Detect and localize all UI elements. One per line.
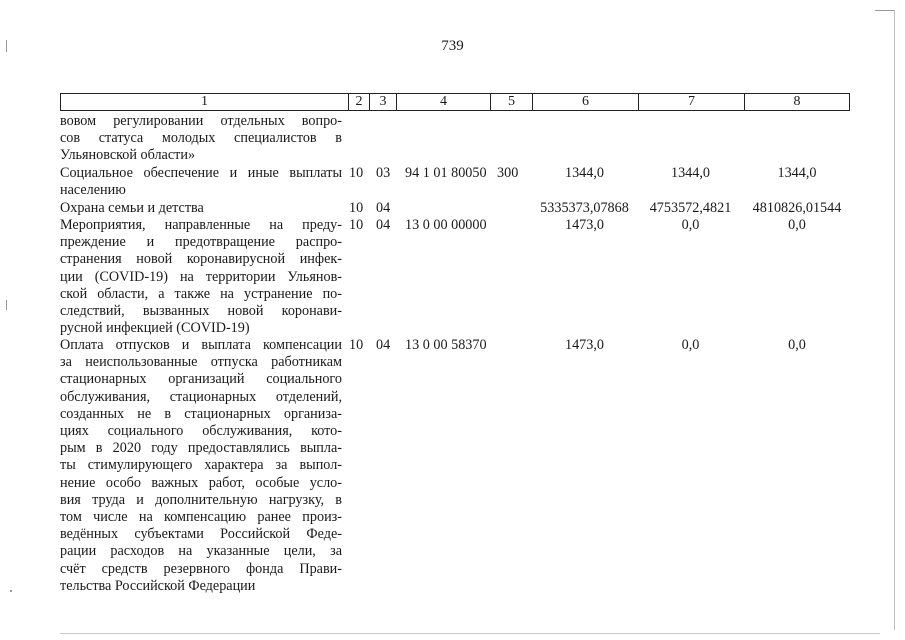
header-col-4: 4 (397, 94, 491, 110)
row-amount-col6: 1344,0 (564, 165, 604, 181)
row-name (60, 337, 342, 595)
row-amount-col8: 4810826,01544 (752, 200, 842, 216)
row-section: 10 (349, 165, 364, 181)
scan-artifact (6, 40, 7, 52)
row-name-line: циях социального обслуживания, кото- (60, 423, 342, 440)
row-name-line: Социальное обеспечение и иные выплаты (60, 165, 342, 181)
row-subsection: 04 (376, 337, 391, 353)
row-target-code: 13 0 00 00000 (405, 217, 487, 233)
row-name-line: Охрана семьи и детства (60, 200, 204, 216)
row-name (60, 217, 342, 337)
row-name-line: счёт средств резервного фонда Прави- (60, 560, 342, 577)
table-header (60, 93, 850, 111)
row-name-line: Мероприятия, направленные на преду- (60, 217, 342, 233)
scan-artifact (10, 590, 12, 592)
header-col-5: 5 (491, 94, 533, 110)
header-col-6: 6 (533, 94, 639, 110)
row-target-code: 13 0 00 58370 (405, 337, 487, 353)
row-subsection: 04 (376, 200, 391, 216)
row-name-line: том числе на компенсацию ранее произ- (60, 509, 342, 526)
row-name-line: рым в 2020 году предоставлялись выпла- (60, 440, 342, 457)
row-name-line: Ульяновской области» (60, 147, 196, 164)
row-amount-col6: 5335373,07868 (540, 200, 629, 216)
scan-artifact (60, 633, 880, 634)
row-name (60, 113, 342, 165)
row-name-line: русной инфекцией (COVID-19) (60, 320, 250, 337)
row-name-line: стационарных организаций социального (60, 371, 342, 388)
row-expense-type: 300 (497, 165, 519, 181)
row-section: 10 (349, 337, 364, 353)
header-col-1: 1 (61, 94, 349, 110)
row-name-line: вовом регулировании отдельных вопро- (60, 113, 342, 129)
row-subsection: 04 (376, 217, 391, 233)
row-name-line: за неиспользованные отпуска работникам (60, 354, 342, 371)
row-name-line: нение особо важных работ, особые усло- (60, 474, 342, 491)
row-name-line: обслуживания, стационарных отделений, (60, 388, 342, 405)
row-subsection: 03 (376, 165, 391, 181)
row-name-line: рации расходов на указанные цели, за (60, 543, 342, 560)
row-amount-col7: 0,0 (681, 337, 700, 353)
row-name-line: ведённых субъектами Российской Феде- (60, 526, 342, 543)
row-name-line: ской области, а также на устранение по- (60, 285, 342, 302)
row-name-line: ты стимулирующего характера за выпол- (60, 457, 342, 474)
row-name-line: населению (60, 182, 126, 199)
row-amount-col7: 1344,0 (670, 165, 710, 181)
header-col-7: 7 (639, 94, 745, 110)
row-name-line: тельства Российской Федерации (60, 577, 256, 594)
row-name-line: Оплата отпусков и выплата компенсации (60, 337, 342, 353)
row-name-line: ции (COVID-19) на территории Ульянов- (60, 268, 342, 285)
row-section: 10 (349, 217, 364, 233)
row-amount-col7: 0,0 (681, 217, 700, 233)
row-name (60, 165, 342, 199)
row-amount-col6: 1473,0 (564, 217, 604, 233)
row-section: 10 (349, 200, 364, 216)
row-name-line: преждение и предотвращение распро- (60, 234, 342, 251)
row-amount-col7: 4753572,4821 (649, 200, 732, 216)
row-amount-col8: 0,0 (788, 217, 806, 233)
row-target-code: 94 1 01 80050 (405, 165, 487, 181)
row-amount-col8: 1344,0 (777, 165, 817, 181)
row-name-line: странения новой коронавирусной инфек- (60, 251, 342, 268)
row-name-line: сов статуса молодых специалистов в (60, 130, 342, 147)
header-col-3: 3 (370, 94, 397, 110)
row-name (60, 200, 342, 217)
row-name-line: следствий, вызванных новой коронави- (60, 303, 342, 320)
row-amount-col8: 0,0 (788, 337, 806, 353)
page-number: 739 (441, 38, 464, 54)
row-name-line: вия труда и дополнительную нагрузку, в (60, 491, 342, 508)
header-col-2: 2 (349, 94, 370, 110)
scan-artifact (875, 10, 895, 11)
row-amount-col6: 1473,0 (564, 337, 604, 353)
scan-artifact (6, 300, 7, 310)
scan-artifact (894, 10, 895, 630)
row-name-line: созданных не в стационарных организа- (60, 405, 342, 422)
header-col-8: 8 (793, 94, 801, 109)
